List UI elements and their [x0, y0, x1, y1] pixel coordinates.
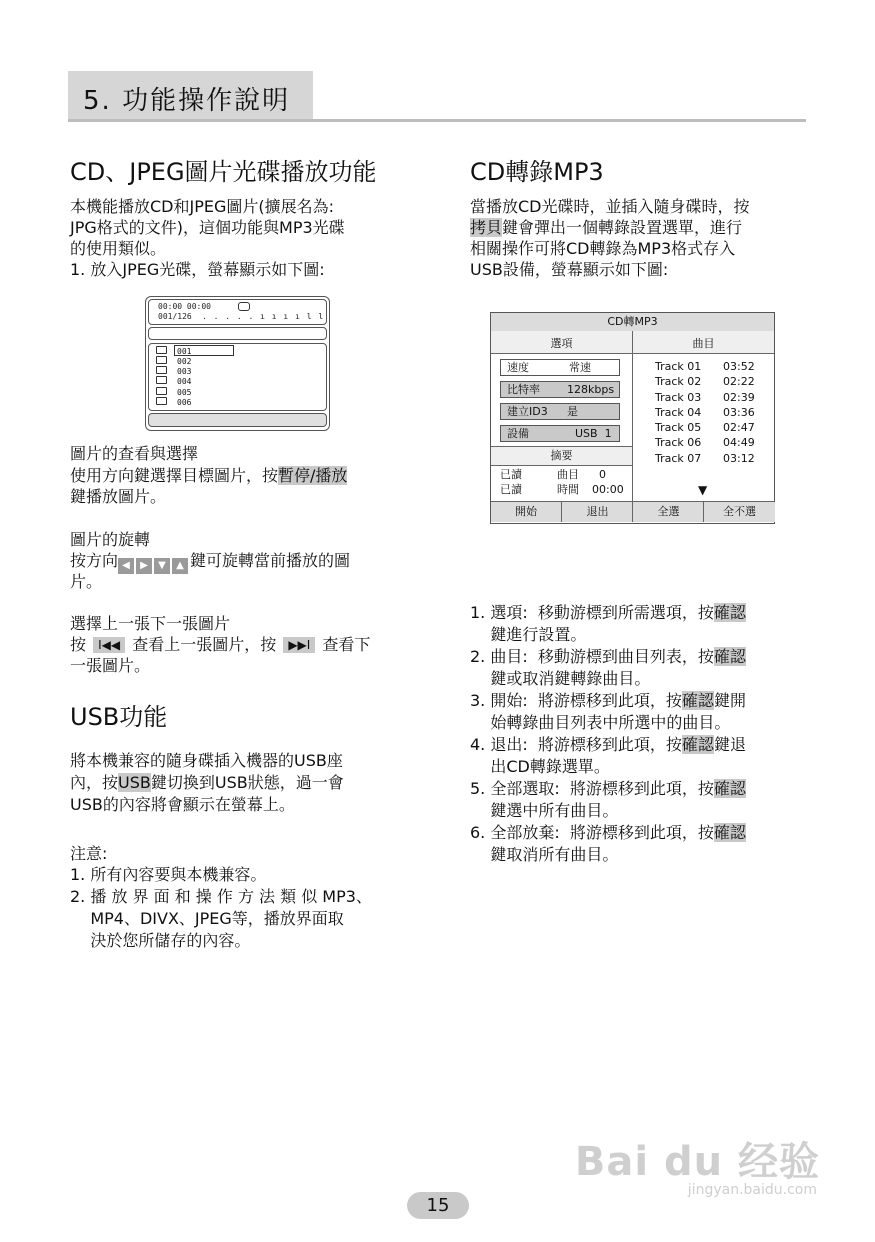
file-name: 001 — [177, 347, 192, 356]
time-readout: 00:00 00:00 — [158, 302, 211, 311]
path-bar — [148, 327, 327, 340]
confirm-key: 確認 — [713, 603, 746, 622]
track-name[interactable]: Track 03 — [655, 391, 702, 404]
summary-label: 已讀 — [500, 483, 522, 496]
heading-usb: USB功能 — [70, 703, 168, 731]
track-time: 03:36 — [723, 406, 755, 419]
rip-intro-line — [470, 217, 742, 238]
file-item — [156, 397, 191, 408]
instruction-text: 鍵開 — [713, 691, 746, 710]
instruction-item — [470, 734, 746, 755]
panel-title: CD轉MP3 — [607, 315, 658, 328]
left-arrow-icon: ◀ — [118, 558, 134, 574]
rotate-title: 圖片的旋轉 — [70, 530, 151, 549]
rip-intro-line: USB設備，螢幕顯示如下圖: — [470, 260, 669, 279]
instruction-text: 3. 開始: 將游標移到此項，按 — [470, 691, 682, 710]
instruction-text: 2. 曲目: 移動游標到曲目列表，按 — [470, 647, 714, 666]
pause-play-key: 暫停/播放 — [278, 466, 348, 485]
options-header: 選項 — [550, 337, 573, 350]
heading-cd-jpeg: CD、JPEG圖片光碟播放功能 — [70, 158, 377, 186]
summary-label: 已讀 — [500, 468, 522, 481]
summary-label: 曲目 — [557, 468, 579, 481]
option-value: USB 1 — [575, 427, 612, 440]
up-arrow-icon: ▲ — [172, 558, 188, 574]
page-number: 15 — [407, 1192, 469, 1219]
down-arrow-icon: ▼ — [154, 558, 170, 574]
usb-line — [70, 772, 344, 793]
jpeg-screen-mock — [145, 296, 330, 431]
track-name[interactable]: Track 07 — [655, 452, 702, 465]
rip-intro-line: 當播放CD光碟時，並插入隨身碟時，按 — [470, 197, 750, 216]
instruction-text: 5. 全部選取: 將游標移到此項，按 — [470, 779, 714, 798]
option-value: 常速 — [569, 361, 591, 374]
instruction-item: 鍵進行設置。 — [470, 625, 587, 644]
track-time: 03:52 — [723, 360, 755, 373]
option-label: 速度 — [507, 361, 529, 374]
option-bitrate[interactable] — [500, 381, 620, 398]
view-text: 使用方向鍵選擇目標圖片，按 — [70, 466, 279, 485]
scroll-down-icon[interactable]: ▼ — [698, 483, 708, 497]
level-meter-icon: . . . . . ı ı ı ı l l — [202, 312, 325, 321]
usb-key: USB — [118, 773, 151, 792]
option-id3[interactable] — [500, 403, 620, 420]
baidu-watermark-url: jingyan.baidu.com — [687, 1182, 817, 1198]
intro-line: 1. 放入JPEG光碟，螢幕顯示如下圖: — [70, 260, 325, 279]
track-name[interactable]: Track 04 — [655, 406, 702, 419]
usb-line: 將本機兼容的隨身碟插入機器的USB座 — [70, 751, 343, 770]
file-name: 003 — [177, 367, 192, 376]
instruction-item: 鍵選中所有曲目。 — [470, 801, 619, 820]
instruction-item — [470, 778, 746, 799]
usb-text: 內，按 — [70, 773, 119, 792]
confirm-key: 確認 — [713, 779, 746, 798]
right-arrow-icon: ▶ — [136, 558, 152, 574]
select-all-button[interactable]: 全選 — [632, 502, 704, 522]
track-time: 04:49 — [723, 436, 755, 449]
folder-icon — [156, 366, 167, 374]
rotate-line — [70, 550, 350, 574]
prevnext-line — [70, 634, 370, 655]
track-time: 02:39 — [723, 391, 755, 404]
copy-key: 拷貝 — [470, 218, 503, 237]
file-name: 004 — [177, 377, 192, 386]
track-time: 03:12 — [723, 452, 755, 465]
cd-rip-panel — [490, 312, 775, 524]
note-line: 2. 播 放 界 面 和 操 作 方 法 類 似 MP3、 — [70, 887, 372, 906]
section-title: 5. 功能操作說明 — [83, 86, 291, 116]
section-rule — [68, 119, 806, 122]
view-line — [70, 465, 347, 486]
intro-line: JPG格式的文件)，這個功能與MP3光碟 — [70, 218, 345, 237]
view-line: 鍵播放圖片。 — [70, 487, 167, 506]
instruction-item: 鍵或取消鍵轉錄曲目。 — [470, 669, 651, 688]
instruction-text: 1. 選項: 移動游標到所需選項，按 — [470, 603, 714, 622]
option-speed[interactable] — [500, 359, 620, 376]
track-name[interactable]: Track 05 — [655, 421, 702, 434]
file-name: 005 — [177, 388, 192, 397]
exit-button[interactable]: 退出 — [561, 502, 633, 522]
folder-icon — [156, 397, 167, 405]
option-label: 設備 — [507, 427, 529, 440]
rip-intro-line: 相關操作可將CD轉錄為MP3格式存入 — [470, 239, 736, 258]
status-bar — [148, 413, 327, 427]
file-name: 006 — [177, 398, 192, 407]
baidu-watermark-logo: Bai du 经验 — [574, 1139, 820, 1185]
note-title: 注意: — [70, 844, 108, 863]
instruction-item: 始轉錄曲目列表中所選中的曲目。 — [470, 713, 731, 732]
instruction-item: 出CD轉錄選單。 — [470, 757, 610, 776]
option-label: 建立ID3 — [507, 405, 548, 418]
track-name[interactable]: Track 01 — [655, 360, 702, 373]
panel-divider — [632, 331, 633, 522]
instruction-text: 4. 退出: 將游標移到此項，按 — [470, 735, 682, 754]
track-name[interactable]: Track 02 — [655, 375, 702, 388]
tracks-header: 曲目 — [692, 337, 715, 350]
file-item — [156, 376, 191, 387]
rip-intro-text: 鍵會彈出一個轉錄設置選單，進行 — [502, 218, 743, 237]
heading-cd-mp3: CD轉錄MP3 — [470, 158, 604, 186]
folder-icon — [156, 356, 167, 364]
folder-icon — [156, 346, 167, 354]
option-value: 是 — [567, 405, 578, 418]
folder-icon — [156, 376, 167, 384]
summary-title: 摘要 — [550, 449, 573, 462]
intro-line: 本機能播放CD和JPEG圖片(擴展名為: — [70, 197, 335, 216]
instruction-item: 鍵取消所有曲目。 — [470, 845, 619, 864]
option-device[interactable] — [500, 425, 620, 442]
track-counter: 001/126 — [158, 312, 192, 321]
summary-value: 00:00 — [592, 483, 624, 496]
track-name[interactable]: Track 06 — [655, 436, 702, 449]
deselect-all-button[interactable]: 全不選 — [703, 502, 775, 522]
instruction-text: 鍵退 — [713, 735, 746, 754]
note-line: 決於您所儲存的內容。 — [70, 931, 251, 950]
instruction-item — [470, 822, 746, 843]
summary-value: 0 — [599, 468, 606, 481]
play-status-icon — [238, 302, 250, 311]
rotate-line: 片。 — [70, 572, 103, 591]
confirm-key: 確認 — [713, 647, 746, 666]
next-key-icon: ▶▶I — [283, 637, 315, 653]
start-button[interactable]: 開始 — [491, 502, 561, 522]
note-line: MP4、DIVX、JPEG等，播放界面取 — [70, 909, 344, 928]
view-title: 圖片的查看與選擇 — [70, 444, 199, 463]
prevnext-text: 查看上一張圖片，按 — [132, 635, 277, 654]
usb-line: USB的內容將會顯示在螢幕上。 — [70, 795, 295, 814]
previous-key-icon: I◀◀ — [93, 637, 125, 653]
instruction-item — [470, 646, 746, 667]
instruction-item — [470, 602, 746, 623]
prevnext-text: 查看下 — [322, 635, 371, 654]
intro-line: 的使用類似。 — [70, 239, 167, 258]
confirm-key: 確認 — [681, 691, 714, 710]
option-label: 比特率 — [507, 383, 540, 396]
track-time: 02:47 — [723, 421, 755, 434]
option-value: 128kbps — [567, 383, 615, 396]
confirm-key: 確認 — [681, 735, 714, 754]
note-line: 1. 所有內容要與本機兼容。 — [70, 865, 267, 884]
instruction-item — [470, 690, 746, 711]
folder-icon — [156, 387, 167, 395]
file-name: 002 — [177, 357, 192, 366]
prevnext-line: 一張圖片。 — [70, 656, 151, 675]
rotate-text: 鍵可旋轉當前播放的圖 — [190, 551, 351, 570]
rotate-text: 按方向 — [70, 551, 119, 570]
usb-text: 鍵切換到USB狀態，過一會 — [150, 773, 344, 792]
track-time: 02:22 — [723, 375, 755, 388]
prevnext-text: 按 — [70, 635, 87, 654]
summary-label: 時間 — [557, 483, 579, 496]
confirm-key: 確認 — [713, 823, 746, 842]
prevnext-title: 選擇上一張下一張圖片 — [70, 614, 231, 633]
instruction-text: 6. 全部放棄: 將游標移到此項，按 — [470, 823, 714, 842]
